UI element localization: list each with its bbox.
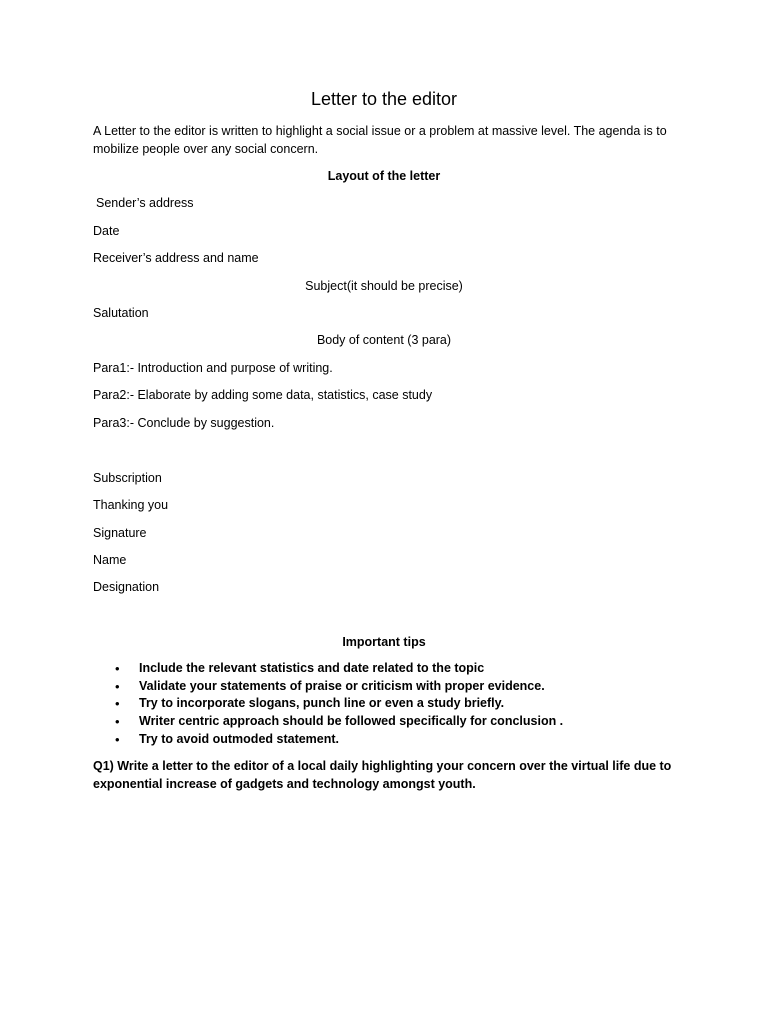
subscription-line: Subscription <box>93 470 162 485</box>
layout-heading: Layout of the letter <box>327 169 441 183</box>
tip-text: Try to avoid outmoded statement. <box>139 731 340 746</box>
tip-text: Validate your statements of praise or criticism with proper evidence. <box>139 678 545 693</box>
tips-heading: Important tips <box>342 634 426 649</box>
tip-text: Try to incorporate slogans, punch line or even a study briefly. <box>139 696 505 711</box>
document-title: Letter to the editor <box>310 89 458 109</box>
receiver-address-line: Receiver’s address and name <box>93 251 259 266</box>
tip-text: Include the relevant statistics and date related to the topic <box>139 661 485 676</box>
date-line: Date <box>93 223 120 238</box>
list-item <box>115 695 675 713</box>
bullet-icon: • <box>115 661 120 677</box>
list-item <box>115 678 675 696</box>
tips-list <box>93 660 675 748</box>
bullet-icon: • <box>115 731 120 747</box>
bullet-icon: • <box>115 696 120 712</box>
list-item <box>115 713 675 731</box>
intro-paragraph: A Letter to the editor is written to highlight a social issue or a problem at massive level. The agenda is to mobilize people over any social concern. <box>93 124 667 156</box>
sender-address-line: Sender’s address <box>96 196 194 211</box>
thanking-line: Thanking you <box>93 498 169 513</box>
designation-line: Designation <box>93 580 160 595</box>
document-content <box>93 86 675 793</box>
list-item <box>115 660 675 678</box>
blank-space <box>93 441 675 469</box>
question-paragraph: Q1) Write a letter to the editor of a local daily highlighting your concern over the virtual life due to exponential increase of gadgets and technology amongst youth. <box>93 759 672 792</box>
bullet-icon: • <box>115 678 120 694</box>
para3-line: Para3:- Conclude by suggestion. <box>93 415 275 430</box>
para2-line: Para2:- Elaborate by adding some data, statistics, case study <box>93 388 433 403</box>
para1-line: Para1:- Introduction and purpose of writing. <box>93 360 333 375</box>
subject-line: Subject(it should be precise) <box>305 278 463 293</box>
bullet-icon: • <box>115 714 120 730</box>
list-item <box>115 731 675 749</box>
tip-text: Writer centric approach should be followed specifically for conclusion . <box>139 714 564 729</box>
name-line: Name <box>93 553 127 568</box>
blank-space-2 <box>93 606 675 633</box>
salutation-line: Salutation <box>93 305 149 320</box>
signature-line: Signature <box>93 525 147 540</box>
body-heading: Body of content (3 para) <box>316 333 452 348</box>
